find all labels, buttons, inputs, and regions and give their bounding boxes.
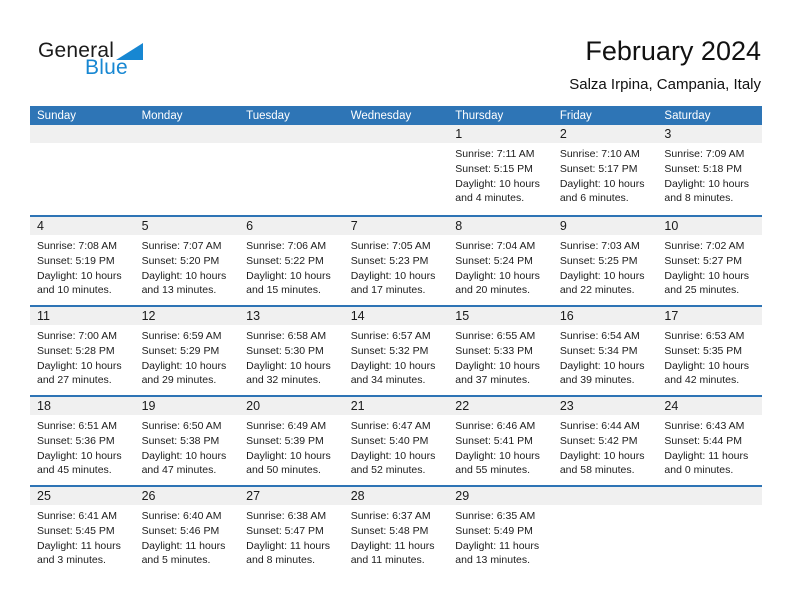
day-details: [135, 415, 240, 478]
day-cell: [239, 307, 344, 395]
day-number: [30, 125, 135, 143]
day-cell: [239, 487, 344, 575]
day-detail-line: Sunrise: 6:47 AM: [350, 420, 431, 432]
day-details: [448, 143, 553, 206]
week-row: [30, 395, 762, 485]
day-detail-line: and 17 minutes.: [350, 284, 426, 297]
day-detail-line: and 25 minutes.: [664, 284, 740, 297]
day-cell: [657, 217, 762, 305]
day-details: [30, 505, 135, 568]
day-cell: [657, 307, 762, 395]
day-details: [344, 325, 449, 388]
day-details: [553, 235, 658, 298]
day-number: 11: [30, 307, 135, 325]
day-detail-line: Sunset: 5:28 PM: [37, 344, 115, 357]
day-detail-line: Daylight: 10 hours: [664, 177, 750, 190]
day-cell: [30, 397, 135, 485]
day-detail-line: Daylight: 10 hours: [246, 359, 331, 372]
day-number: 12: [135, 307, 240, 325]
day-detail-line: Sunset: 5:42 PM: [559, 434, 638, 447]
day-detail-line: and 34 minutes.: [350, 374, 426, 387]
day-detail-line: and 4 minutes.: [455, 192, 525, 205]
day-detail-line: Sunrise: 6:57 AM: [350, 330, 431, 342]
day-detail-line: and 6 minutes.: [559, 192, 629, 205]
day-detail-line: Sunrise: 7:05 AM: [350, 240, 431, 252]
day-detail-line: Sunset: 5:19 PM: [37, 254, 115, 267]
day-cell: [344, 217, 449, 305]
day-detail-line: Sunrise: 7:11 AM: [455, 148, 535, 160]
day-detail-line: Sunrise: 6:40 AM: [141, 510, 222, 522]
day-cell: [30, 487, 135, 575]
day-number: 16: [553, 307, 658, 325]
day-number: 15: [448, 307, 553, 325]
day-detail-line: Sunset: 5:39 PM: [246, 434, 324, 447]
day-detail-line: Daylight: 11 hours: [37, 539, 121, 552]
day-details: [553, 325, 658, 388]
day-details: [239, 235, 344, 298]
day-detail-line: Sunrise: 7:09 AM: [664, 148, 745, 160]
day-detail-line: Sunset: 5:33 PM: [455, 344, 533, 357]
day-details: [448, 415, 553, 478]
empty-day-cell: [239, 125, 344, 215]
day-detail-line: and 27 minutes.: [37, 374, 112, 387]
day-detail-line: Sunrise: 7:00 AM: [37, 330, 117, 342]
day-detail-line: Sunset: 5:48 PM: [350, 524, 429, 537]
day-cell: [135, 487, 240, 575]
week-row: [30, 215, 762, 305]
day-detail-line: Sunset: 5:49 PM: [455, 524, 533, 537]
day-number: 25: [30, 487, 135, 505]
calendar-weeks: [30, 125, 762, 575]
day-details: [448, 505, 553, 568]
day-cell: [657, 397, 762, 485]
day-number: 20: [239, 397, 344, 415]
day-cell: [553, 397, 658, 485]
day-detail-line: Sunset: 5:34 PM: [559, 344, 638, 357]
day-details: [344, 415, 449, 478]
day-number: 8: [448, 217, 553, 235]
page-subtitle: Salza Irpina, Campania, Italy: [569, 76, 761, 93]
day-detail-line: Sunset: 5:47 PM: [246, 524, 324, 537]
day-detail-line: Sunrise: 6:43 AM: [664, 420, 745, 432]
day-number: 29: [448, 487, 553, 505]
day-details: [30, 235, 135, 298]
day-detail-line: Sunset: 5:20 PM: [141, 254, 220, 267]
day-number: 14: [344, 307, 449, 325]
day-detail-line: Daylight: 10 hours: [350, 269, 436, 282]
day-number: 7: [344, 217, 449, 235]
day-number: 18: [30, 397, 135, 415]
day-detail-line: Sunset: 5:38 PM: [141, 434, 220, 447]
day-detail-line: Daylight: 10 hours: [37, 269, 122, 282]
day-detail-line: and 37 minutes.: [455, 374, 530, 387]
day-detail-line: Sunset: 5:41 PM: [455, 434, 533, 447]
day-detail-line: Sunset: 5:22 PM: [246, 254, 324, 267]
day-detail-line: and 42 minutes.: [664, 374, 740, 387]
day-detail-line: and 52 minutes.: [350, 464, 426, 477]
calendar-table: [30, 106, 762, 575]
day-details: [239, 415, 344, 478]
logo-text-blue: Blue: [85, 56, 128, 79]
page-title: February 2024: [585, 36, 761, 66]
day-detail-line: Sunrise: 7:08 AM: [37, 240, 117, 252]
day-details: [657, 325, 762, 388]
empty-day-cell: [30, 125, 135, 215]
day-detail-line: and 45 minutes.: [37, 464, 112, 477]
day-number: 2: [553, 125, 658, 143]
weekday-label: Tuesday: [246, 109, 290, 122]
day-detail-line: Daylight: 11 hours: [350, 539, 435, 552]
day-detail-line: Sunrise: 7:07 AM: [141, 240, 222, 252]
day-number: 26: [135, 487, 240, 505]
day-detail-line: Sunrise: 7:06 AM: [246, 240, 327, 252]
day-detail-line: Daylight: 10 hours: [559, 269, 645, 282]
day-detail-line: Sunset: 5:36 PM: [37, 434, 115, 447]
day-detail-line: Daylight: 10 hours: [141, 269, 227, 282]
day-detail-line: Daylight: 10 hours: [141, 449, 227, 462]
day-details: [553, 415, 658, 478]
day-detail-line: and 58 minutes.: [559, 464, 635, 477]
day-detail-line: Sunset: 5:24 PM: [455, 254, 533, 267]
day-detail-line: Daylight: 10 hours: [455, 359, 540, 372]
weekday-label: Saturday: [664, 109, 711, 122]
day-cell: [344, 487, 449, 575]
day-number: 19: [135, 397, 240, 415]
day-number: 13: [239, 307, 344, 325]
day-detail-line: and 29 minutes.: [141, 374, 217, 387]
day-detail-line: Sunrise: 6:38 AM: [246, 510, 327, 522]
empty-day-cell: [135, 125, 240, 215]
week-row: [30, 125, 762, 215]
day-detail-line: Sunset: 5:40 PM: [350, 434, 429, 447]
day-detail-line: Sunrise: 6:44 AM: [559, 420, 640, 432]
day-detail-line: and 5 minutes.: [141, 554, 211, 567]
day-detail-line: and 39 minutes.: [559, 374, 635, 387]
day-details: [448, 235, 553, 298]
day-number: 10: [657, 217, 762, 235]
weekday-label: Friday: [559, 109, 592, 122]
day-detail-line: Sunset: 5:17 PM: [559, 162, 638, 175]
day-detail-line: Sunset: 5:25 PM: [559, 254, 638, 267]
day-detail-line: and 8 minutes.: [246, 554, 316, 567]
day-details: [657, 143, 762, 206]
day-detail-line: Sunrise: 6:55 AM: [455, 330, 536, 342]
day-number: 28: [344, 487, 449, 505]
day-cell: [448, 125, 553, 215]
day-detail-line: Sunset: 5:29 PM: [141, 344, 220, 357]
day-number: [344, 125, 449, 143]
day-detail-line: and 50 minutes.: [246, 464, 321, 477]
day-details: [448, 325, 553, 388]
day-detail-line: and 13 minutes.: [455, 554, 530, 567]
day-details: [30, 325, 135, 388]
day-number: 3: [657, 125, 762, 143]
day-details: [135, 325, 240, 388]
day-detail-line: and 8 minutes.: [664, 192, 734, 205]
day-details: [135, 505, 240, 568]
day-detail-line: Sunset: 5:30 PM: [246, 344, 324, 357]
day-detail-line: Sunset: 5:32 PM: [350, 344, 429, 357]
day-cell: [239, 397, 344, 485]
day-number: 17: [657, 307, 762, 325]
day-cell: [553, 125, 658, 215]
empty-day-cell: [344, 125, 449, 215]
day-detail-line: Sunrise: 6:46 AM: [455, 420, 536, 432]
day-detail-line: and 13 minutes.: [141, 284, 217, 297]
day-number: [239, 125, 344, 143]
weekday-label: Wednesday: [350, 109, 412, 122]
day-cell: [448, 217, 553, 305]
day-details: [344, 235, 449, 298]
weekday-header: [30, 106, 762, 125]
day-cell: [344, 307, 449, 395]
day-number: 1: [448, 125, 553, 143]
day-detail-line: Sunrise: 6:49 AM: [246, 420, 327, 432]
day-detail-line: Sunrise: 7:10 AM: [559, 148, 640, 160]
day-detail-line: Sunset: 5:44 PM: [664, 434, 743, 447]
day-detail-line: Daylight: 10 hours: [559, 359, 645, 372]
day-cell: [135, 307, 240, 395]
day-detail-line: Sunrise: 6:37 AM: [350, 510, 431, 522]
logo-text-general: General: [38, 39, 115, 62]
day-detail-line: Daylight: 10 hours: [246, 449, 331, 462]
day-detail-line: Sunrise: 6:50 AM: [141, 420, 222, 432]
day-details: [553, 143, 658, 206]
day-detail-line: Daylight: 10 hours: [664, 269, 750, 282]
day-cell: [448, 397, 553, 485]
day-detail-line: Daylight: 11 hours: [455, 539, 540, 552]
day-details: [239, 325, 344, 388]
day-detail-line: Sunrise: 6:35 AM: [455, 510, 536, 522]
day-number: 4: [30, 217, 135, 235]
day-detail-line: Sunset: 5:46 PM: [141, 524, 220, 537]
weekday-label: Sunday: [37, 109, 77, 122]
day-detail-line: Sunset: 5:23 PM: [350, 254, 429, 267]
header-titles: [569, 36, 761, 93]
day-detail-line: Sunrise: 6:58 AM: [246, 330, 327, 342]
day-detail-line: Daylight: 10 hours: [559, 177, 645, 190]
day-cell: [344, 397, 449, 485]
day-detail-line: Daylight: 10 hours: [559, 449, 645, 462]
empty-day-cell: [657, 487, 762, 575]
day-detail-line: and 32 minutes.: [246, 374, 321, 387]
day-number: 23: [553, 397, 658, 415]
day-detail-line: Daylight: 10 hours: [664, 359, 750, 372]
general-blue-logo: [38, 40, 143, 78]
day-detail-line: Daylight: 10 hours: [37, 359, 122, 372]
day-detail-line: Sunset: 5:15 PM: [455, 162, 533, 175]
week-row: [30, 485, 762, 575]
day-detail-line: Daylight: 10 hours: [455, 177, 540, 190]
day-detail-line: Daylight: 10 hours: [455, 449, 540, 462]
day-detail-line: Daylight: 11 hours: [246, 539, 330, 552]
day-cell: [657, 125, 762, 215]
day-details: [135, 235, 240, 298]
day-detail-line: Sunrise: 7:02 AM: [664, 240, 745, 252]
weekday-label: Monday: [141, 109, 183, 122]
day-cell: [135, 217, 240, 305]
day-number: 5: [135, 217, 240, 235]
week-row: [30, 305, 762, 395]
day-details: [239, 505, 344, 568]
day-detail-line: and 47 minutes.: [141, 464, 217, 477]
day-cell: [448, 487, 553, 575]
day-number: 6: [239, 217, 344, 235]
day-detail-line: and 15 minutes.: [246, 284, 321, 297]
day-cell: [553, 307, 658, 395]
day-detail-line: Sunrise: 6:51 AM: [37, 420, 117, 432]
day-details: [657, 415, 762, 478]
day-detail-line: Daylight: 10 hours: [455, 269, 540, 282]
day-number: 27: [239, 487, 344, 505]
day-detail-line: Daylight: 10 hours: [350, 359, 436, 372]
day-detail-line: Sunrise: 6:54 AM: [559, 330, 640, 342]
day-detail-line: Daylight: 10 hours: [246, 269, 331, 282]
day-detail-line: and 11 minutes.: [350, 554, 425, 567]
day-detail-line: and 10 minutes.: [37, 284, 112, 297]
day-detail-line: Sunrise: 6:53 AM: [664, 330, 745, 342]
day-detail-line: and 20 minutes.: [455, 284, 530, 297]
day-number: 22: [448, 397, 553, 415]
day-detail-line: Daylight: 10 hours: [350, 449, 436, 462]
day-number: [553, 487, 658, 505]
day-detail-line: Sunset: 5:27 PM: [664, 254, 743, 267]
day-detail-line: Sunrise: 7:04 AM: [455, 240, 536, 252]
day-detail-line: Daylight: 10 hours: [37, 449, 122, 462]
day-number: 24: [657, 397, 762, 415]
day-number: [657, 487, 762, 505]
day-detail-line: and 3 minutes.: [37, 554, 106, 567]
day-detail-line: Daylight: 11 hours: [664, 449, 749, 462]
day-detail-line: Sunset: 5:45 PM: [37, 524, 115, 537]
weekday-label: Thursday: [455, 109, 504, 122]
day-detail-line: Sunrise: 7:03 AM: [559, 240, 640, 252]
day-detail-line: Daylight: 10 hours: [141, 359, 227, 372]
day-cell: [448, 307, 553, 395]
day-cell: [30, 217, 135, 305]
day-cell: [553, 217, 658, 305]
day-details: [344, 505, 449, 568]
day-number: 9: [553, 217, 658, 235]
day-details: [657, 235, 762, 298]
day-detail-line: and 0 minutes.: [664, 464, 734, 477]
day-cell: [30, 307, 135, 395]
day-detail-line: Sunset: 5:35 PM: [664, 344, 743, 357]
day-details: [30, 415, 135, 478]
day-detail-line: and 22 minutes.: [559, 284, 635, 297]
day-number: 21: [344, 397, 449, 415]
day-detail-line: Sunrise: 6:59 AM: [141, 330, 222, 342]
day-detail-line: Sunset: 5:18 PM: [664, 162, 743, 175]
day-detail-line: and 55 minutes.: [455, 464, 530, 477]
day-cell: [239, 217, 344, 305]
day-detail-line: Sunrise: 6:41 AM: [37, 510, 117, 522]
day-cell: [135, 397, 240, 485]
day-detail-line: Daylight: 11 hours: [141, 539, 226, 552]
empty-day-cell: [553, 487, 658, 575]
day-number: [135, 125, 240, 143]
